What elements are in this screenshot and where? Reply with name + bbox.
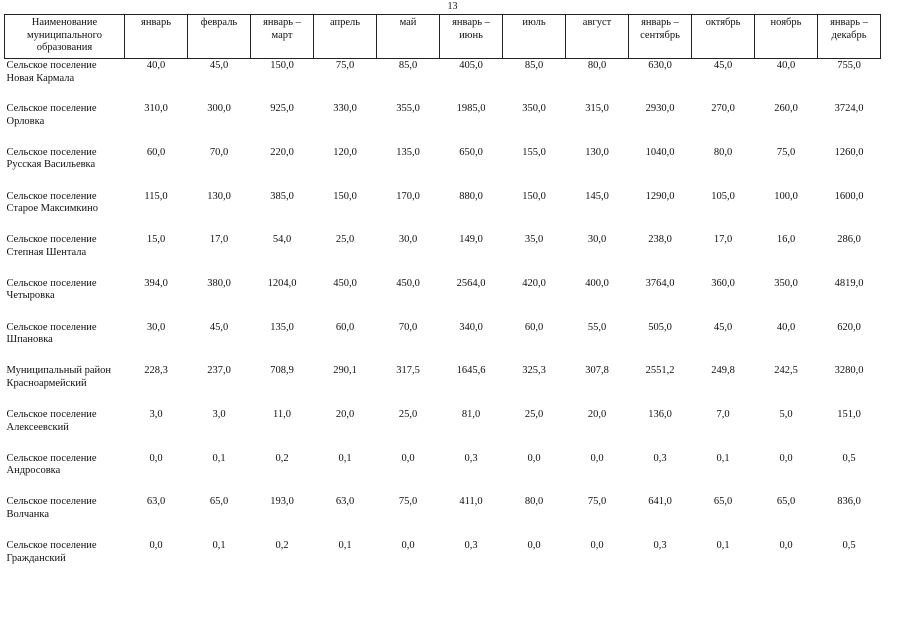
municipality-name-cell: Сельское поселение Волчанка: [6, 496, 97, 520]
value-cell: 25,0: [524, 409, 544, 420]
value-cell: 836,0: [837, 496, 861, 508]
column-header: январь: [125, 15, 188, 59]
value-cell: 45,0: [209, 321, 229, 333]
value-cell: 0,1: [716, 540, 730, 552]
value-cell: 340,0: [459, 321, 483, 333]
value-cell: 3280,0: [834, 365, 864, 377]
value-cell: 80,0: [587, 60, 607, 71]
value-cell: 1260,0: [834, 146, 864, 158]
value-cell: 0,0: [590, 540, 604, 552]
value-cell: 385,0: [270, 190, 294, 202]
value-cell: 270,0: [711, 103, 735, 115]
value-cell: 249,8: [711, 365, 735, 377]
value-cell: 411,0: [459, 496, 483, 508]
table-row: [5, 408, 881, 452]
table-row: [5, 102, 881, 146]
table-row: [5, 495, 881, 539]
table-row: [5, 146, 881, 190]
value-cell: 237,0: [207, 365, 231, 377]
column-header: апрель: [314, 15, 377, 59]
value-cell: 2930,0: [645, 103, 675, 115]
value-cell: 238,0: [648, 234, 672, 246]
value-cell: 330,0: [333, 103, 357, 115]
value-cell: 0,1: [338, 452, 352, 464]
municipality-name-cell: Сельское поселение Степная Шентала: [6, 234, 97, 258]
value-cell: 20,0: [335, 409, 355, 420]
column-header: август: [566, 15, 629, 59]
value-cell: 7,0: [716, 409, 730, 420]
value-cell: 0,0: [779, 540, 793, 552]
value-cell: 2551,2: [645, 365, 675, 377]
municipality-name-cell: Сельское поселение Четыровка: [6, 277, 97, 302]
table-row: [5, 321, 881, 365]
value-cell: 0,0: [779, 452, 793, 464]
value-cell: 80,0: [713, 146, 733, 158]
value-cell: 0,0: [401, 540, 415, 552]
value-cell: 3724,0: [834, 103, 864, 115]
value-cell: 3764,0: [645, 277, 675, 289]
value-cell: 135,0: [270, 321, 294, 333]
value-cell: 450,0: [333, 277, 357, 289]
value-cell: 3,0: [149, 409, 163, 420]
value-cell: 35,0: [524, 234, 544, 246]
value-cell: 30,0: [146, 321, 166, 333]
column-header: январь – декабрь: [818, 15, 881, 59]
value-cell: 155,0: [522, 146, 546, 158]
value-cell: 15,0: [146, 234, 166, 246]
value-cell: 30,0: [587, 234, 607, 246]
value-cell: 228,3: [144, 365, 168, 377]
value-cell: 40,0: [776, 321, 796, 333]
header-row: [5, 15, 881, 59]
value-cell: 75,0: [335, 60, 355, 71]
value-cell: 130,0: [585, 146, 609, 158]
value-cell: 0,3: [653, 452, 667, 464]
value-cell: 1204,0: [267, 277, 297, 289]
value-cell: 70,0: [209, 146, 229, 158]
data-table: [4, 14, 881, 583]
value-cell: 65,0: [776, 496, 796, 508]
value-cell: 3,0: [212, 409, 226, 420]
value-cell: 0,0: [149, 540, 163, 552]
value-cell: 60,0: [146, 146, 166, 158]
value-cell: 641,0: [648, 496, 672, 508]
value-cell: 755,0: [837, 60, 861, 71]
value-cell: 151,0: [837, 409, 861, 420]
value-cell: 242,5: [774, 365, 798, 377]
municipality-name-cell: Сельское поселение Гражданский: [6, 540, 97, 564]
value-cell: 355,0: [396, 103, 420, 115]
municipality-name-cell: Сельское поселение Старое Максимкино: [6, 190, 99, 215]
value-cell: 0,3: [653, 540, 667, 552]
value-cell: 350,0: [774, 277, 798, 289]
table-row: [5, 190, 881, 234]
municipality-name-cell: Сельское поселение Алексеевский: [6, 409, 97, 433]
value-cell: 170,0: [396, 190, 420, 202]
value-cell: 0,1: [338, 540, 352, 552]
value-cell: 65,0: [713, 496, 733, 508]
value-cell: 25,0: [335, 234, 355, 246]
value-cell: 130,0: [207, 190, 231, 202]
table-row: [5, 452, 881, 496]
value-cell: 120,0: [333, 146, 357, 158]
value-cell: 0,2: [275, 452, 289, 464]
table-row: [5, 364, 881, 408]
value-cell: 145,0: [585, 190, 609, 202]
value-cell: 317,5: [396, 365, 420, 377]
value-cell: 45,0: [713, 60, 733, 71]
value-cell: 40,0: [146, 60, 166, 71]
value-cell: 4819,0: [834, 277, 864, 289]
value-cell: 149,0: [459, 234, 483, 246]
value-cell: 0,0: [401, 452, 415, 464]
value-cell: 81,0: [461, 409, 481, 420]
value-cell: 0,0: [590, 452, 604, 464]
municipality-name-cell: Сельское поселение Шпановка: [6, 321, 97, 346]
value-cell: 1040,0: [645, 146, 675, 158]
municipality-name-cell: Сельское поселение Новая Кармала: [6, 60, 97, 84]
value-cell: 0,0: [527, 540, 541, 552]
value-cell: 0,1: [212, 452, 226, 464]
municipality-name-cell: Сельское поселение Андросовка: [6, 452, 97, 477]
value-cell: 360,0: [711, 277, 735, 289]
value-cell: 0,0: [527, 452, 541, 464]
column-header: февраль: [188, 15, 251, 59]
municipality-name-cell: Сельское поселение Русская Васильевка: [6, 146, 97, 171]
value-cell: 150,0: [270, 60, 294, 71]
value-cell: 54,0: [272, 234, 292, 246]
value-cell: 708,9: [270, 365, 294, 377]
value-cell: 16,0: [776, 234, 796, 246]
column-header: ноябрь: [755, 15, 818, 59]
value-cell: 0,1: [716, 452, 730, 464]
value-cell: 290,1: [333, 365, 357, 377]
value-cell: 75,0: [587, 496, 607, 508]
value-cell: 1290,0: [645, 190, 675, 202]
value-cell: 60,0: [524, 321, 544, 333]
value-cell: 0,2: [275, 540, 289, 552]
value-cell: 307,8: [585, 365, 609, 377]
value-cell: 150,0: [333, 190, 357, 202]
value-cell: 0,0: [149, 452, 163, 464]
value-cell: 25,0: [398, 409, 418, 420]
value-cell: 75,0: [776, 146, 796, 158]
value-cell: 315,0: [585, 103, 609, 115]
value-cell: 17,0: [713, 234, 733, 246]
value-cell: 85,0: [524, 60, 544, 71]
value-cell: 1985,0: [456, 103, 486, 115]
column-header: май: [377, 15, 440, 59]
value-cell: 63,0: [335, 496, 355, 508]
column-header: январь – июнь: [440, 15, 503, 59]
value-cell: 100,0: [774, 190, 798, 202]
value-cell: 65,0: [209, 496, 229, 508]
value-cell: 60,0: [335, 321, 355, 333]
value-cell: 394,0: [144, 277, 168, 289]
value-cell: 260,0: [774, 103, 798, 115]
value-cell: 193,0: [270, 496, 294, 508]
column-header: июль: [503, 15, 566, 59]
value-cell: 75,0: [398, 496, 418, 508]
value-cell: 55,0: [587, 321, 607, 333]
value-cell: 63,0: [146, 496, 166, 508]
value-cell: 325,3: [522, 365, 546, 377]
value-cell: 30,0: [398, 234, 418, 246]
value-cell: 0,3: [464, 540, 478, 552]
value-cell: 80,0: [524, 496, 544, 508]
value-cell: 450,0: [396, 277, 420, 289]
value-cell: 70,0: [398, 321, 418, 333]
table-body: [5, 59, 881, 583]
value-cell: 0,3: [464, 452, 478, 464]
value-cell: 925,0: [270, 103, 294, 115]
value-cell: 136,0: [648, 409, 672, 420]
value-cell: 286,0: [837, 234, 861, 246]
value-cell: 17,0: [209, 234, 229, 246]
municipality-name-cell: Сельское поселение Орловка: [6, 103, 97, 127]
value-cell: 0,5: [842, 540, 856, 552]
value-cell: 11,0: [273, 409, 291, 420]
value-cell: 1645,6: [456, 365, 486, 377]
value-cell: 105,0: [711, 190, 735, 202]
value-cell: 220,0: [270, 146, 294, 158]
value-cell: 300,0: [207, 103, 231, 115]
value-cell: 0,1: [212, 540, 226, 552]
value-cell: 630,0: [648, 60, 672, 71]
value-cell: 650,0: [459, 146, 483, 158]
column-header: январь – март: [251, 15, 314, 59]
value-cell: 150,0: [522, 190, 546, 202]
value-cell: 505,0: [648, 321, 672, 333]
value-cell: 405,0: [459, 60, 483, 71]
value-cell: 45,0: [209, 60, 229, 71]
column-header: Наименование муниципального образования: [5, 15, 125, 59]
value-cell: 1600,0: [834, 190, 864, 202]
value-cell: 350,0: [522, 103, 546, 115]
table-row: [5, 233, 881, 277]
value-cell: 400,0: [585, 277, 609, 289]
value-cell: 2564,0: [456, 277, 486, 289]
value-cell: 45,0: [713, 321, 733, 333]
column-header: октябрь: [692, 15, 755, 59]
value-cell: 5,0: [779, 409, 793, 420]
value-cell: 40,0: [776, 60, 796, 71]
table-row: [5, 277, 881, 321]
table-row: [5, 59, 881, 103]
value-cell: 135,0: [396, 146, 420, 158]
municipality-name-cell: Муниципальный район Красноармейский: [6, 365, 112, 389]
column-header: январь – сентябрь: [629, 15, 692, 59]
value-cell: 420,0: [522, 277, 546, 289]
value-cell: 380,0: [207, 277, 231, 289]
value-cell: 0,5: [842, 452, 856, 464]
value-cell: 880,0: [459, 190, 483, 202]
value-cell: 620,0: [837, 321, 861, 333]
value-cell: 115,0: [144, 190, 168, 202]
value-cell: 310,0: [144, 103, 168, 115]
value-cell: 20,0: [587, 409, 607, 420]
table-row: [5, 539, 881, 583]
page-number: 13: [447, 1, 458, 12]
value-cell: 85,0: [398, 60, 418, 71]
